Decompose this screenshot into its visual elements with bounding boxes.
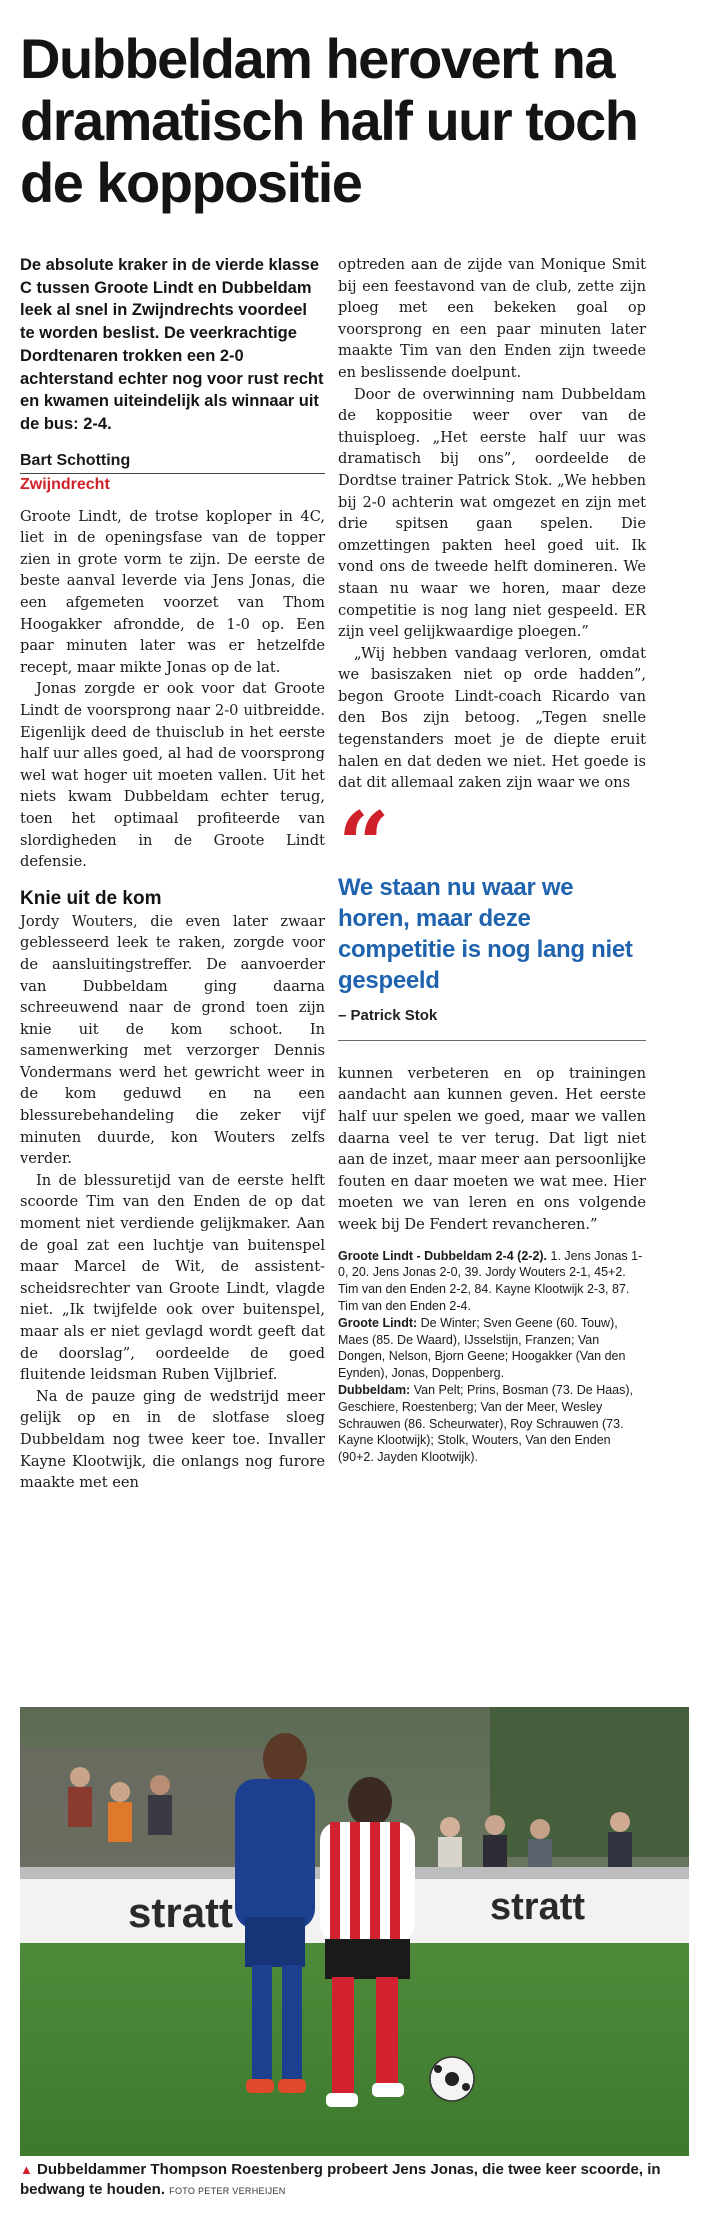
advertising-board-text: stratt	[128, 1889, 234, 1936]
caption-marker-icon: ▲	[20, 2162, 33, 2177]
home-lineup	[338, 1315, 646, 1382]
body-text-left	[20, 506, 325, 1494]
paragraph: Jonas zorgde er ook voor dat Groote Lindt de voorsprong naar 2-0 uitbreidde. Eigenlijk deed de thuisclub in het eerste half uur alles goed, al had de voorsprong wel wat hoger uit moeten vallen. Uit het niets kwam Dubbeldam echter terug, toen het optimaal profiteerde van slordigheden in de Groote Lindt defensie.	[20, 680, 325, 871]
article-lead: De absolute kraker in de vierde klasse C tussen Groote Lindt en Dubbeldam leek al snel in Zwijndrechts voordeel te worden beslist. De veerkrachtige Dordtenaren trokken een 2-0 achterstand echter nog voor rust recht en kwamen uiteindelijk als winnaar uit de bus: 2-4.	[20, 256, 324, 433]
match-result	[338, 1248, 646, 1315]
football	[430, 2057, 474, 2101]
match-result-label: Groote Lindt - Dubbeldam 2-4 (2-2).	[338, 1248, 548, 1263]
right-column	[338, 254, 646, 1466]
away-lineup-players: Van Pelt; Prins, Bosman (73. De Haas), Geschiere, Roestenberg; Van der Meer, Wesley Schrauwen (86. Scheurwater), Roy Schrauwen (73. Kayne Klootwijk); Stolk, Wouters, Van den Enden (90+2. Jayden Klootwijk).	[338, 1382, 634, 1465]
away-lineup-label: Dubbeldam:	[338, 1382, 411, 1397]
match-result-goals: 1. Jens Jonas 1-0, 20. Jens Jonas 2-0, 39. Jordy Wouters 2-1, 45+2. Tim van den Enden 2-2, 84. Kayne Klootwijk 2-3, 87. Tim van den Enden 2-4.	[338, 1248, 643, 1313]
paragraph: „Wij hebben vandaag verloren, omdat we basiszaken niet op orde hadden”, begon Groote Lindt-coach Ricardo van den Bos zijn betoog. „Tegen snelle tegenstanders moet je de diepte eruit halen en dat deden we niet. Het goede is dat dit allemaal zaken zijn waar we ons	[338, 644, 646, 792]
dateline-location: Zwijndrecht	[20, 475, 110, 493]
paragraph: In de blessuretijd van de eerste helft scoorde Tim van den Enden de op dat moment niet verdiende gelijkmaker. Aan de goal zat een luchtje van buitenspel maar Marcel de Wit, de assistent-scheidsrechter van Groote Lindt, vlagde niet. „Ik twijfelde ook over buitenspel, maar als er niet gevlagd wordt geeft dat de doorslag”, oordeelde de goed fluitende leidsman Ruben Vijlbrief.	[20, 1171, 325, 1384]
paragraph: Groote Lindt, de trotse koploper in 4C, liet in de openingsfase van de topper zien in grote vorm te zijn. De eerste de beste aanval leverde via Jens Jonas, die een afgemeten voorzet van Thom Hoogakker afrondde, de 1-0 op. Een paar minuten later was er hetzelfde recept, maar mikte Jonas op de lat.	[20, 507, 325, 676]
advertising-board-text: stratt	[490, 1886, 586, 1928]
paragraph: Jordy Wouters, die even later zwaar geblesseerd leek te raken, zorgde voor de aansluitingstreffer. De aanvoerder van Dubbeldam ging daarna schreeuwend naar de grond toen zijn knie uit de kom schoot. In samenwerking met verzorger Dennis Vondermans werd het gewricht weer in de kom geduwd en na een blessurebehandeling die zeker vijf minuten duurde, kon Wouters zelfs verder.	[20, 912, 325, 1168]
photo-caption	[20, 2160, 689, 2201]
body-text-right-continued	[338, 1063, 646, 1236]
paragraph: Door de overwinning nam Dubbeldam de koppositie weer over van de thuisploeg. „Het eerste half uur was dramatisch bij ons”, oordeelde de Dordtse trainer Patrick Stok. „We hebben bij 2-0 achterin wat omgezet en zijn met drie spitsen gaan spelen. Die omzettingen pakten heel goed uit. Ik vond ons de tweede helft domineren. We staan nu waar we horen, maar deze competitie is nog lang niet gespeeld. ER zijn veel gelijkwaardige ploegen.”	[338, 385, 646, 641]
away-lineup	[338, 1382, 646, 1466]
divider	[338, 1040, 646, 1041]
quote-mark-icon: “	[338, 791, 384, 898]
pull-quote-attribution: – Patrick Stok	[338, 1006, 438, 1024]
byline	[20, 450, 325, 496]
subheading: Knie uit de kom	[20, 887, 162, 909]
match-photo-illustration	[20, 1707, 689, 2156]
paragraph: kunnen verbeteren en op trainingen aandacht aan kunnen geven. Het eerste half uur spelen we goed, maar we vallen daarna veel te ver terug. Dat ligt niet aan de inzet, maar meer aan persoonlijke fouten en daar moeten we wat mee. Hier moeten we van leren en ons volgende week bij De Fendert revancheren.”	[338, 1064, 646, 1233]
home-lineup-players: De Winter; Sven Geene (60. Touw), Maes (85. De Waard), IJsselstijn, Franzen; Van Dongen, Nelson, Bjorn Geene; Hoogakker (Van den Eynden), Jonas, Doppenberg.	[338, 1315, 626, 1381]
paragraph: optreden aan de zijde van Monique Smit bij een feestavond van de club, zette zijn ploeg met een bekeken goal op voorsprong en een paar minuten later maakte Tim van den Enden zijn tweede en beslissende doelpunt.	[338, 256, 646, 381]
article-headline: Dubbeldam herovert na dramatisch half uur toch de koppositie	[20, 27, 638, 214]
home-lineup-label: Groote Lindt:	[338, 1315, 418, 1330]
photo-credit: FOTO PETER VERHEIJEN	[169, 2186, 286, 2196]
tree-foliage	[490, 1707, 689, 1857]
left-column	[20, 254, 325, 1494]
pull-quote-text: We staan nu waar we horen, maar deze competitie is nog lang niet gespeeld	[338, 873, 633, 994]
pull-quote	[338, 791, 646, 1041]
author-name: Bart Schotting	[20, 450, 325, 474]
caption-text: Dubbeldammer Thompson Roestenberg probeert Jens Jonas, die twee keer scoorde, in bedwang te houden.	[20, 2161, 661, 2198]
body-text-right	[338, 254, 646, 794]
match-photo	[20, 1707, 689, 2156]
paragraph: Na de pauze ging de wedstrijd meer gelijk op en in de slotfase sloeg Dubbeldam nog twee keer toe. Invaller Kayne Klootwijk, die onlangs nog furore maakte met een	[20, 1387, 325, 1492]
match-facts	[338, 1248, 646, 1466]
